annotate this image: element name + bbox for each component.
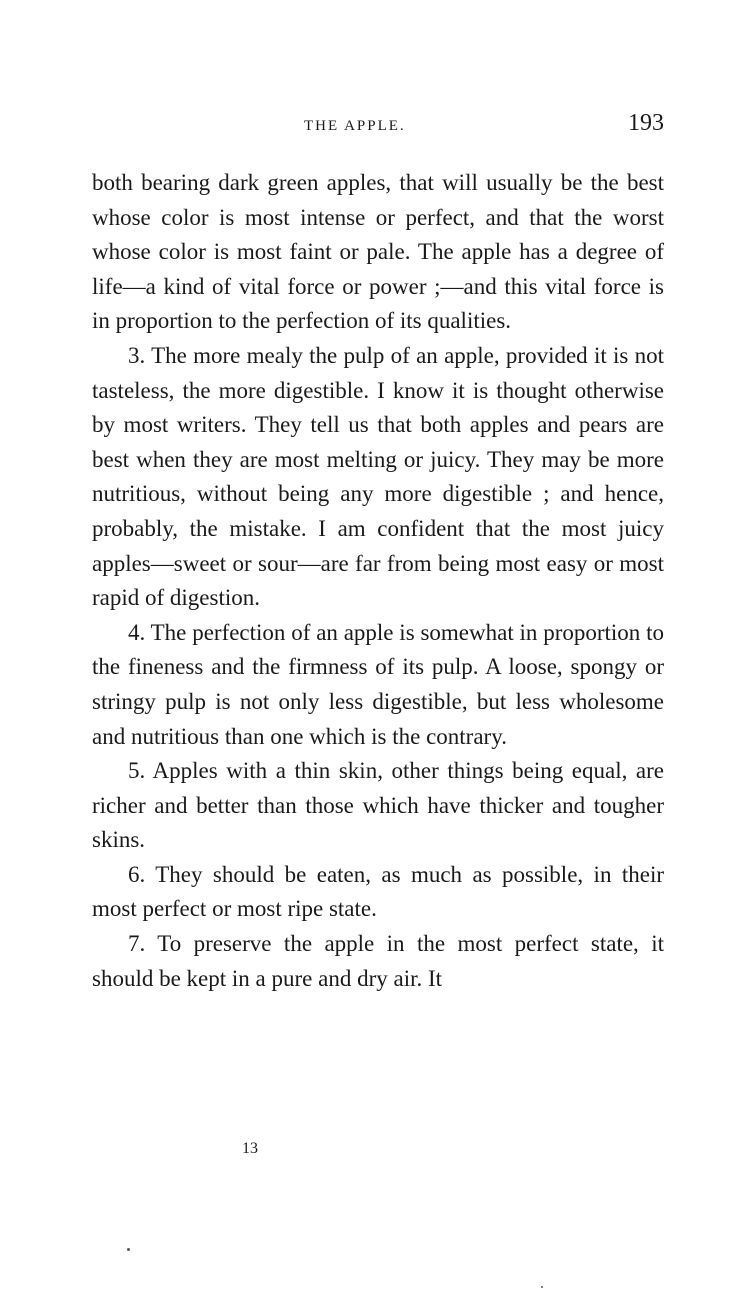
paper-speck — [541, 1286, 543, 1288]
paper-speck — [127, 1248, 130, 1251]
page-number: 193 — [628, 110, 664, 136]
paragraph-6: 6. They should be eaten, as much as possible, in their most perfect or most ripe state. — [92, 861, 664, 922]
paragraph-5: 5. Apples with a thin skin, other things being equal, are richer and better than those which have thicker and tougher skins. — [92, 758, 664, 853]
paragraph-4: 4. The perfection of an apple is somewhat in proportion to the fineness and the firmness of its pulp. A loose, spongy or stringy pulp is not only less digestible, but less wholesome and nutritious than one which is the contrary. — [92, 619, 664, 749]
body-text — [92, 166, 664, 996]
paragraph-7: 7. To preserve the apple in the most perfect state, it should be kept in a pure and dry air. It — [92, 931, 664, 991]
signature-mark: 13 — [242, 1140, 258, 1157]
running-head — [92, 110, 664, 144]
running-title: THE APPLE. — [304, 118, 406, 134]
paragraph-3: 3. The more mealy the pulp of an apple, provided it is not tasteless, the more digestible. I know it is thought otherwise by most writers. They tell us that both apples and pears are best when they are most melting or juicy. They may be more nutritious, without being any more digestible ; and hence, probably, the mistake. I am confident that the most juicy apples—sweet or sour—are far from being most easy or most rapid of digestion. — [92, 342, 664, 611]
paragraph-continuation: both bearing dark green apples, that will usually be the best whose color is most intense or perfect, and that the worst whose color is most faint or pale. The apple has a degree of life—a kind of vital force or power ;—and this vital force is in proportion to the perfection of its qualities. — [92, 170, 664, 334]
